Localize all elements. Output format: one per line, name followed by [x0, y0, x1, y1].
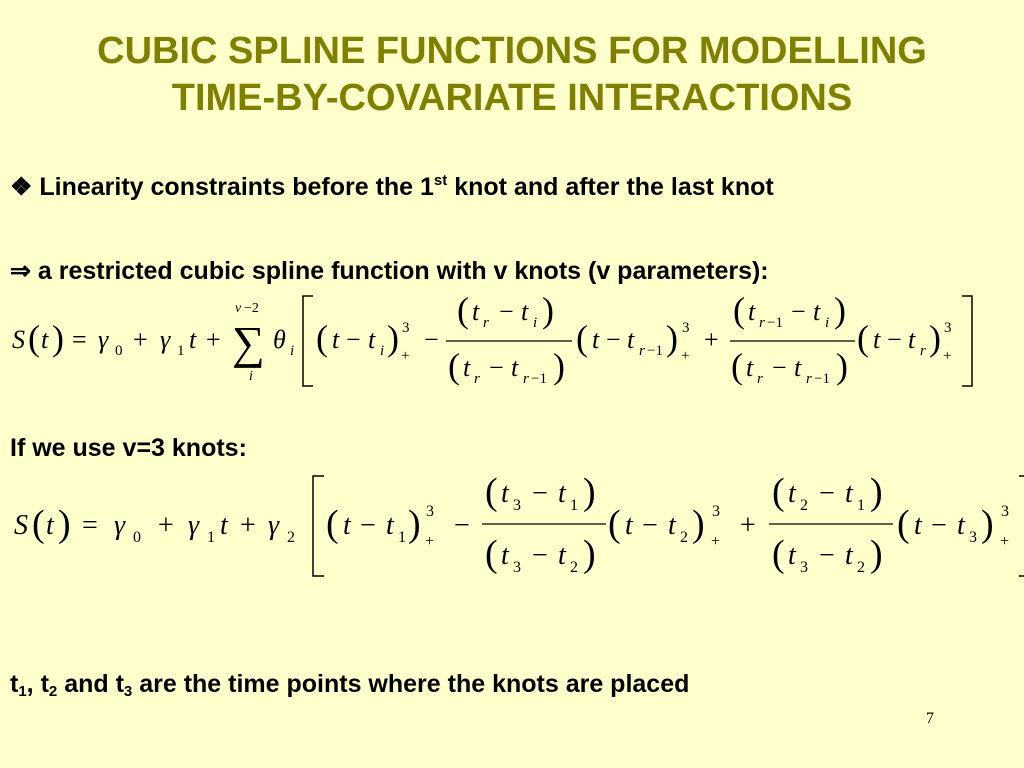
svg-text:(: (: [316, 318, 328, 358]
svg-text:+: +: [206, 325, 221, 354]
svg-text:3: 3: [969, 529, 977, 546]
svg-text:γ: γ: [188, 510, 200, 541]
subscript-2: 2: [48, 683, 58, 700]
bullet-text-b: knot and after the last knot: [447, 173, 774, 201]
svg-text:γ: γ: [268, 510, 280, 541]
svg-text:v: v: [235, 301, 242, 316]
svg-text:=: =: [82, 510, 98, 541]
svg-text:(: (: [576, 318, 588, 358]
svg-text:): ): [52, 318, 64, 358]
subscript-3: 3: [123, 683, 133, 700]
svg-text:t: t: [668, 510, 676, 541]
svg-text:+: +: [1000, 533, 1010, 550]
general-spline-formula: [0, 288, 1024, 398]
svg-text:t: t: [845, 478, 853, 509]
svg-text:(: (: [485, 533, 498, 575]
svg-text:t: t: [957, 510, 965, 541]
svg-text:3: 3: [944, 320, 952, 336]
t-symbol: t: [115, 670, 124, 698]
svg-text:−: −: [887, 325, 902, 354]
slide-title: [0, 28, 1024, 122]
svg-text:3: 3: [426, 503, 434, 520]
svg-text:t: t: [343, 510, 351, 541]
svg-text:∑: ∑: [232, 317, 265, 368]
svg-text:2: 2: [570, 559, 578, 576]
svg-text:r: r: [920, 343, 926, 359]
svg-text:t: t: [914, 510, 922, 541]
svg-text:−: −: [532, 540, 548, 571]
page-number: 7: [926, 710, 934, 727]
svg-text:+: +: [401, 348, 410, 364]
svg-text:(: (: [772, 533, 785, 575]
svg-text:+: +: [681, 348, 690, 364]
knot-footnote: [10, 670, 689, 700]
svg-text:=: =: [72, 325, 87, 354]
svg-text:2: 2: [287, 529, 295, 546]
footnote-rest: are the time points where the knots are placed: [132, 670, 690, 698]
svg-text:2: 2: [857, 559, 865, 576]
svg-text:3: 3: [513, 497, 521, 514]
svg-text:): ): [583, 471, 596, 513]
svg-text:): ): [870, 533, 883, 575]
svg-text:1: 1: [398, 529, 406, 546]
svg-text:i: i: [533, 315, 538, 331]
svg-text:(: (: [32, 503, 45, 545]
svg-text:t: t: [511, 353, 519, 382]
bullet-linearity: [10, 172, 774, 202]
svg-text:−: −: [499, 297, 514, 326]
svg-text:−: −: [532, 478, 548, 509]
t-symbol: t: [10, 670, 19, 698]
svg-text:t: t: [463, 353, 471, 382]
svg-text:t: t: [368, 325, 376, 354]
and-text: and: [57, 670, 116, 698]
svg-text:S: S: [14, 510, 28, 541]
svg-text:−: −: [931, 510, 947, 541]
svg-text:+: +: [158, 510, 174, 541]
svg-text:t: t: [386, 510, 394, 541]
svg-text:(: (: [457, 290, 469, 330]
svg-text:2: 2: [680, 529, 688, 546]
svg-text:(: (: [731, 346, 743, 386]
svg-text:): ): [692, 503, 705, 545]
svg-text:i: i: [249, 369, 253, 384]
three-knot-spline-formula: [0, 468, 1024, 588]
svg-text:t: t: [472, 297, 480, 326]
diamond-bullet-icon: ❖: [10, 173, 33, 201]
svg-text:t: t: [813, 297, 821, 326]
svg-text:t: t: [788, 540, 796, 571]
svg-text:θ: θ: [273, 325, 286, 354]
svg-text:(: (: [733, 290, 745, 330]
svg-text:t: t: [558, 478, 566, 509]
svg-text:): ): [408, 503, 421, 545]
svg-text:(: (: [326, 503, 339, 545]
svg-text:r: r: [523, 371, 529, 387]
svg-text:(: (: [28, 318, 40, 358]
svg-text:): ): [387, 318, 399, 358]
svg-text:γ: γ: [98, 325, 109, 354]
svg-text:t: t: [908, 325, 916, 354]
svg-text:−: −: [346, 325, 361, 354]
svg-text:r: r: [483, 315, 489, 331]
svg-text:t: t: [501, 478, 509, 509]
t-symbol: t: [40, 670, 49, 698]
svg-text:): ): [929, 318, 941, 358]
svg-text:r: r: [639, 343, 645, 359]
svg-text:): ): [542, 290, 554, 330]
bullet-text-a: Linearity constraints before the 1: [39, 173, 434, 201]
svg-text:(: (: [857, 318, 869, 358]
svg-text:−1: −1: [531, 371, 547, 387]
svg-text:t: t: [189, 325, 197, 354]
svg-text:−: −: [489, 353, 504, 382]
svg-text:2: 2: [800, 497, 808, 514]
svg-text:+: +: [711, 533, 721, 550]
svg-text:i: i: [290, 343, 295, 359]
svg-text:−: −: [606, 325, 621, 354]
svg-text:t: t: [625, 510, 633, 541]
svg-text:+: +: [133, 325, 148, 354]
svg-text:−: −: [424, 325, 439, 354]
svg-text:t: t: [41, 325, 49, 354]
svg-text:t: t: [501, 540, 509, 571]
subscript-1: 1: [18, 683, 27, 700]
svg-text:t: t: [220, 510, 228, 541]
svg-text:i: i: [825, 315, 830, 331]
svg-text:−: −: [791, 297, 806, 326]
svg-text:): ): [981, 503, 994, 545]
svg-text:+: +: [740, 510, 756, 541]
svg-text:t: t: [794, 353, 802, 382]
separator: ,: [26, 670, 41, 698]
svg-text:(: (: [608, 503, 621, 545]
svg-text:−: −: [454, 510, 470, 541]
implies-arrow-icon: ⇒: [10, 257, 31, 285]
svg-text:−2: −2: [244, 301, 259, 316]
svg-text:): ): [583, 533, 596, 575]
svg-text:−1: −1: [647, 343, 663, 359]
svg-text:+: +: [704, 325, 719, 354]
svg-text:3: 3: [682, 320, 690, 336]
svg-text:γ: γ: [114, 510, 126, 541]
title-line-1: CUBIC SPLINE FUNCTIONS FOR MODELLING: [97, 30, 927, 72]
svg-text:t: t: [332, 325, 340, 354]
svg-text:1: 1: [857, 497, 865, 514]
svg-text:i: i: [380, 343, 385, 359]
svg-text:+: +: [943, 348, 952, 364]
svg-text:3: 3: [402, 320, 410, 336]
svg-text:γ: γ: [160, 325, 171, 354]
svg-text:t: t: [746, 353, 754, 382]
svg-text:t: t: [46, 510, 54, 541]
svg-text:(: (: [772, 471, 785, 513]
svg-text:3: 3: [800, 559, 808, 576]
svg-text:(: (: [485, 471, 498, 513]
example-heading: If we use v=3 knots:: [10, 434, 247, 462]
implies-text: a restricted cubic spline function with v knots (v parameters):: [37, 257, 769, 285]
svg-text:): ): [834, 290, 846, 330]
svg-text:0: 0: [115, 343, 123, 359]
svg-text:−: −: [819, 478, 835, 509]
svg-text:−: −: [772, 353, 787, 382]
svg-text:t: t: [558, 540, 566, 571]
svg-text:): ): [836, 346, 848, 386]
svg-text:−1: −1: [767, 315, 783, 331]
svg-text:1: 1: [570, 497, 578, 514]
svg-text:): ): [58, 503, 71, 545]
svg-text:t: t: [748, 297, 756, 326]
svg-text:1: 1: [177, 343, 185, 359]
svg-text:−1: −1: [814, 371, 830, 387]
implies-line: [10, 256, 769, 286]
svg-text:1: 1: [207, 529, 215, 546]
svg-text:r: r: [759, 315, 765, 331]
svg-text:−: −: [642, 510, 658, 541]
svg-text:S: S: [12, 325, 25, 354]
svg-text:t: t: [521, 297, 529, 326]
superscript-st: st: [433, 172, 448, 189]
svg-text:t: t: [788, 478, 796, 509]
svg-text:r: r: [806, 371, 812, 387]
svg-text:r: r: [757, 371, 763, 387]
svg-text:0: 0: [133, 529, 141, 546]
svg-text:3: 3: [513, 559, 521, 576]
svg-text:(: (: [448, 346, 460, 386]
svg-text:(: (: [897, 503, 910, 545]
svg-text:t: t: [627, 325, 635, 354]
svg-text:+: +: [240, 510, 256, 541]
svg-text:t: t: [873, 325, 881, 354]
svg-text:+: +: [425, 533, 435, 550]
title-line-2: TIME-BY-COVARIATE INTERACTIONS: [171, 77, 853, 119]
svg-text:t: t: [592, 325, 600, 354]
svg-text:t: t: [845, 540, 853, 571]
svg-text:r: r: [474, 371, 480, 387]
svg-text:): ): [553, 346, 565, 386]
svg-text:3: 3: [1001, 503, 1009, 520]
svg-text:): ): [666, 318, 678, 358]
svg-text:−: −: [819, 540, 835, 571]
svg-text:−: −: [360, 510, 376, 541]
svg-text:): ): [870, 471, 883, 513]
svg-text:3: 3: [712, 503, 720, 520]
